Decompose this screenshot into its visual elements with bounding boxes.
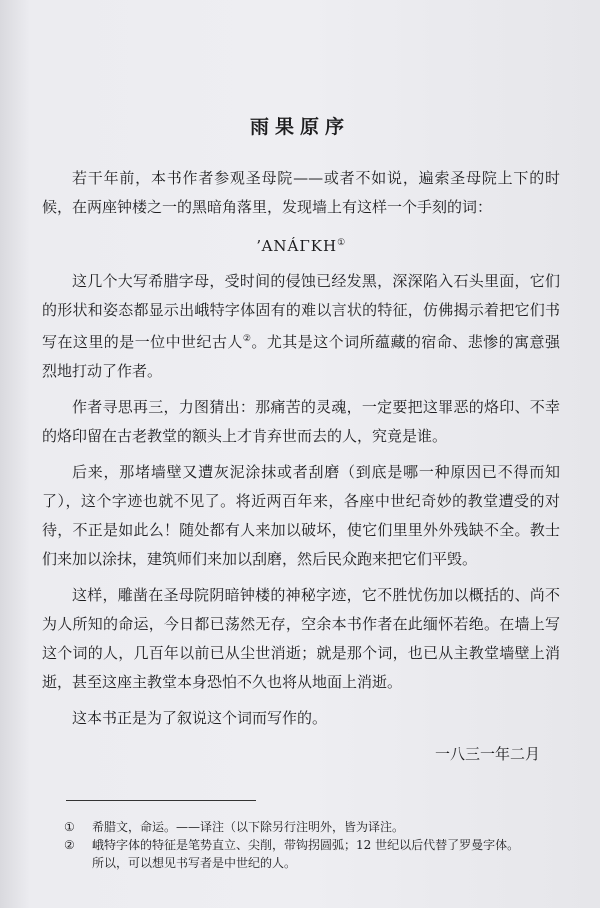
- footnote-divider: [66, 800, 256, 801]
- footnote-1: [64, 818, 564, 836]
- footnotes: [64, 818, 564, 872]
- footnote-2: [64, 836, 564, 854]
- paragraph-6: 这本书正是为了叙说这个词而写作的。: [72, 709, 328, 727]
- paragraph-2: [42, 267, 560, 386]
- page-title: 雨果原序: [249, 116, 350, 138]
- preface-body: [42, 164, 560, 769]
- footnote-ref-2: ②: [242, 334, 252, 344]
- paragraph-4: 后来，那堵墙壁又遭灰泥涂抹或者刮磨（到底是哪一种原因已不得而知了），这个字迹也就不见了。将近两百年来，各座中世纪奇妙的教堂遭受的对待，不正是如此么！随处都有人来加以破坏，使它们里里外外残缺不全。教士们来加以涂抹，建筑师们来加以刮磨，然后民众跑来把它们平毁。: [42, 463, 560, 568]
- paragraph-2-text: 这几个大写希腊字母，受时间的侵蚀已经发黑，深深陷入石头里面，它们的形状和姿态都显示出峨特字体固有的难以言状的特征，仿佛揭示着把它们书写在这里的是一位中世纪古人: [42, 272, 560, 351]
- footnote-mark: ①: [64, 820, 75, 834]
- footnote-ref-1: ①: [337, 238, 347, 248]
- paragraph-3: 作者寻思再三，力图猜出：那痛苦的灵魂，一定要把这罪恶的烙印、不幸的烙印留在古老教堂的额头上才肯弃世而去的人，究竟是谁。: [42, 398, 560, 445]
- paragraph-2-text-end: 。尤其是这个词所蕴藏的宿命、悲惨的寓意强烈地打动了作者。: [42, 333, 560, 380]
- date-line: 一八三一年二月: [434, 745, 540, 763]
- footnote-text: 峨特字体的特征是笔势直立、尖削，带钩拐圆弧；12 世纪以后代替了罗曼字体。: [92, 838, 520, 852]
- footnote-2-continued: 所以，可以想见书写者是中世纪的人。: [92, 856, 297, 870]
- footnote-mark: ②: [64, 838, 75, 852]
- paragraph-5: 这样，雕凿在圣母院阴暗钟楼的神秘字迹，它不胜忧伤加以概括的、尚不为人所知的命运，今日都已荡然无存，空余本书作者在此缅怀若绝。在墙上写这个词的人，几百年以前已从尘世消逝；就是那个词，也已从主教堂墙壁上消逝，甚至这座主教堂本身恐怕不久也将从地面上消逝。: [42, 586, 560, 691]
- paragraph-1: 若干年前，本书作者参观圣母院——或者不如说，遍索圣母院上下的时候，在两座钟楼之一的黑暗角落里，发现墙上有这样一个手刻的词：: [42, 169, 560, 216]
- footnote-text: 希腊文，命运。——译注（以下除另行注明外，皆为译注。: [92, 820, 405, 834]
- greek-word: ʼΑNÁΓΚΗ: [255, 237, 338, 255]
- greek-inscription: [42, 229, 560, 261]
